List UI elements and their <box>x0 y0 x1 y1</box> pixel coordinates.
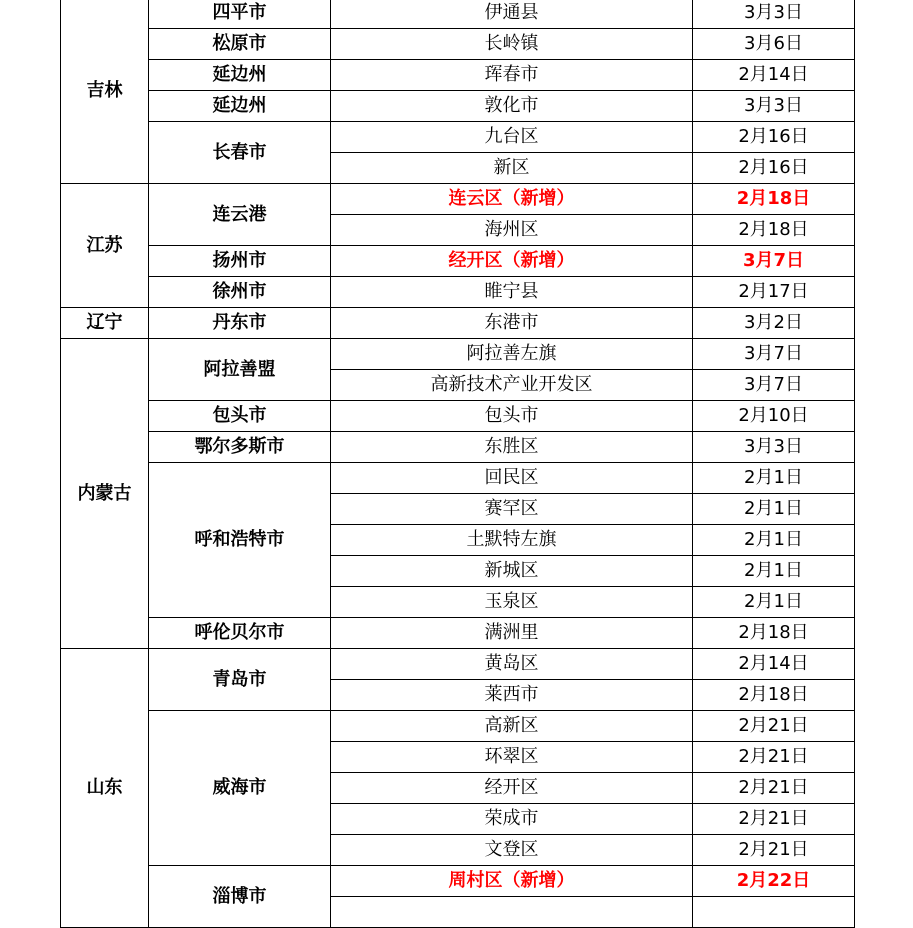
district-cell: 赛罕区 <box>331 494 693 525</box>
city-cell: 青岛市 <box>149 649 331 711</box>
city-cell: 扬州市 <box>149 246 331 277</box>
date-cell: 2月21日 <box>693 804 855 835</box>
province-cell: 山东 <box>61 649 149 928</box>
city-cell: 包头市 <box>149 401 331 432</box>
district-cell-new: 周村区（新增） <box>331 866 693 897</box>
date-cell: 2月10日 <box>693 401 855 432</box>
district-cell: 经开区 <box>331 773 693 804</box>
district-cell: 伊通县 <box>331 0 693 29</box>
date-cell: 3月3日 <box>693 432 855 463</box>
province-cell: 辽宁 <box>61 308 149 339</box>
table-row <box>61 432 855 463</box>
date-cell: 2月1日 <box>693 463 855 494</box>
city-cell: 阿拉善盟 <box>149 339 331 401</box>
date-cell-new: 3月7日 <box>693 246 855 277</box>
date-cell: 3月6日 <box>693 29 855 60</box>
date-cell: 2月21日 <box>693 835 855 866</box>
district-cell: 新区 <box>331 153 693 184</box>
table-row <box>61 0 855 29</box>
date-cell: 3月7日 <box>693 370 855 401</box>
table-row <box>61 60 855 91</box>
date-cell-new: 2月22日 <box>693 866 855 897</box>
date-cell: 2月18日 <box>693 215 855 246</box>
district-cell: 包头市 <box>331 401 693 432</box>
table-row <box>61 184 855 215</box>
city-cell: 淄博市 <box>149 866 331 928</box>
district-cell: 东港市 <box>331 308 693 339</box>
table-row <box>61 246 855 277</box>
table-row <box>61 463 855 494</box>
table-row <box>61 308 855 339</box>
city-cell: 威海市 <box>149 711 331 866</box>
city-cell: 呼和浩特市 <box>149 463 331 618</box>
city-cell: 连云港 <box>149 184 331 246</box>
date-cell: 2月18日 <box>693 618 855 649</box>
city-cell: 延边州 <box>149 60 331 91</box>
province-cell: 吉林 <box>61 0 149 184</box>
date-cell: 2月14日 <box>693 649 855 680</box>
city-cell: 鄂尔多斯市 <box>149 432 331 463</box>
district-cell: 长岭镇 <box>331 29 693 60</box>
city-cell: 延边州 <box>149 91 331 122</box>
district-cell: 回民区 <box>331 463 693 494</box>
date-cell: 3月3日 <box>693 0 855 29</box>
table-row <box>61 339 855 370</box>
date-cell: 2月18日 <box>693 680 855 711</box>
province-cell: 内蒙古 <box>61 339 149 649</box>
city-cell: 徐州市 <box>149 277 331 308</box>
city-cell: 丹东市 <box>149 308 331 339</box>
district-cell: 高新技术产业开发区 <box>331 370 693 401</box>
district-cell: 莱西市 <box>331 680 693 711</box>
date-cell <box>693 897 855 928</box>
date-cell: 2月1日 <box>693 494 855 525</box>
district-cell: 荣成市 <box>331 804 693 835</box>
district-cell <box>331 897 693 928</box>
date-cell: 2月21日 <box>693 742 855 773</box>
date-cell: 2月1日 <box>693 556 855 587</box>
date-cell: 2月16日 <box>693 122 855 153</box>
table-row <box>61 122 855 153</box>
district-cell-new: 经开区（新增） <box>331 246 693 277</box>
district-cell: 敦化市 <box>331 91 693 122</box>
district-cell: 文登区 <box>331 835 693 866</box>
date-cell: 2月1日 <box>693 525 855 556</box>
table-row <box>61 29 855 60</box>
date-cell: 2月14日 <box>693 60 855 91</box>
date-cell: 3月2日 <box>693 308 855 339</box>
city-cell: 长春市 <box>149 122 331 184</box>
province-cell: 江苏 <box>61 184 149 308</box>
district-cell: 海州区 <box>331 215 693 246</box>
table-row <box>61 866 855 897</box>
table-row <box>61 711 855 742</box>
district-cell: 黄岛区 <box>331 649 693 680</box>
date-cell: 3月7日 <box>693 339 855 370</box>
date-cell: 2月21日 <box>693 711 855 742</box>
table-row <box>61 91 855 122</box>
district-cell: 满洲里 <box>331 618 693 649</box>
district-cell: 玉泉区 <box>331 587 693 618</box>
outbreak-area-table-sheet <box>60 0 854 928</box>
district-cell: 新城区 <box>331 556 693 587</box>
date-cell-new: 2月18日 <box>693 184 855 215</box>
city-cell: 呼伦贝尔市 <box>149 618 331 649</box>
district-cell: 九台区 <box>331 122 693 153</box>
district-cell-new: 连云区（新增） <box>331 184 693 215</box>
table-row <box>61 618 855 649</box>
city-cell: 松原市 <box>149 29 331 60</box>
table-row <box>61 649 855 680</box>
date-cell: 2月17日 <box>693 277 855 308</box>
table-row <box>61 277 855 308</box>
table-row <box>61 401 855 432</box>
date-cell: 3月3日 <box>693 91 855 122</box>
district-cell: 高新区 <box>331 711 693 742</box>
city-cell: 四平市 <box>149 0 331 29</box>
district-cell: 珲春市 <box>331 60 693 91</box>
date-cell: 2月16日 <box>693 153 855 184</box>
date-cell: 2月21日 <box>693 773 855 804</box>
date-cell: 2月1日 <box>693 587 855 618</box>
district-cell: 土默特左旗 <box>331 525 693 556</box>
district-cell: 环翠区 <box>331 742 693 773</box>
district-cell: 睢宁县 <box>331 277 693 308</box>
outbreak-area-table <box>60 0 855 928</box>
district-cell: 阿拉善左旗 <box>331 339 693 370</box>
district-cell: 东胜区 <box>331 432 693 463</box>
